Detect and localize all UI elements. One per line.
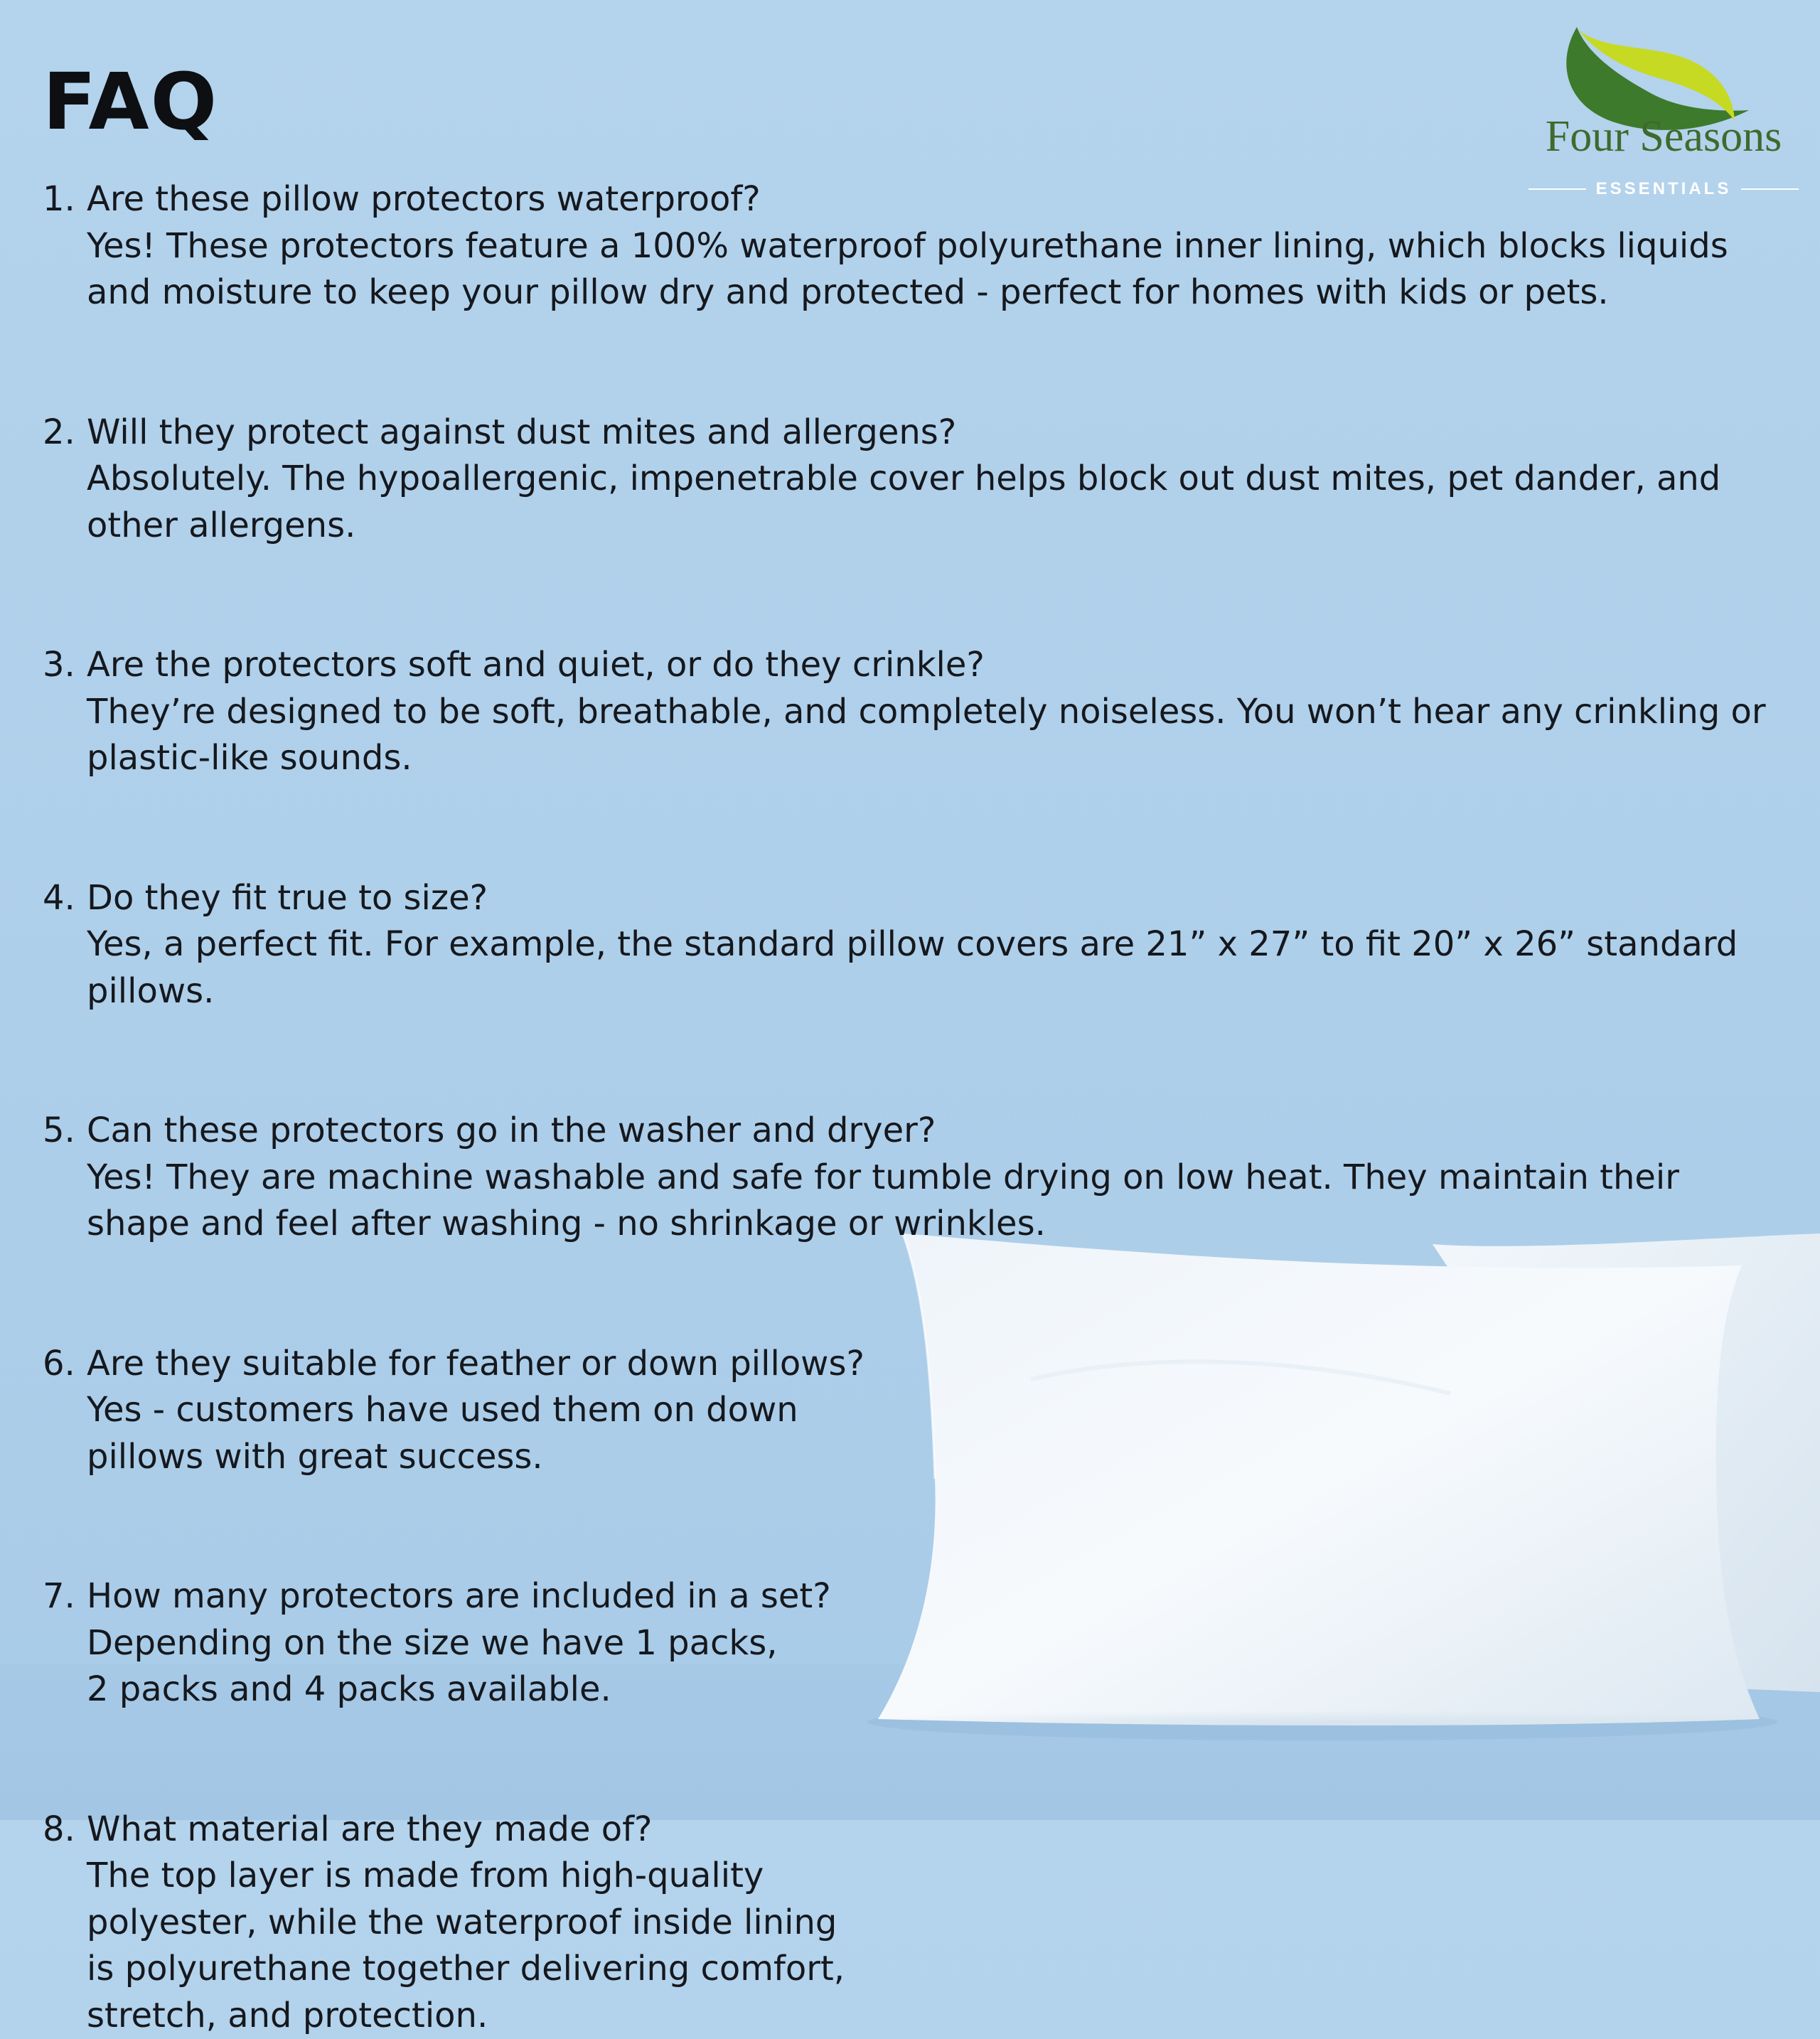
brand-logo xyxy=(1529,21,1799,185)
faq-item xyxy=(43,1341,1792,1481)
faq-number: 5. xyxy=(43,1108,75,1155)
brand-tagline: ESSENTIALS xyxy=(1596,179,1732,199)
faq-number: 6. xyxy=(43,1341,75,1388)
faq-item xyxy=(43,176,1792,316)
faq-item xyxy=(43,1108,1792,1248)
faq-number: 7. xyxy=(43,1573,75,1620)
faq-number: 8. xyxy=(43,1807,75,1853)
faq-item xyxy=(43,642,1792,782)
brand-name: Four Seasons xyxy=(1529,112,1799,161)
faq-question: Are they suitable for feather or down pillows? xyxy=(87,1341,1792,1388)
faq-answer: The top layer is made from high-quality polyester, while the waterproof inside lining is polyurethane together delivering comfort, stretch, and protection. xyxy=(87,1853,1792,2039)
faq-item xyxy=(43,1807,1792,2039)
faq-question: How many protectors are included in a set? xyxy=(87,1573,1792,1620)
faq-answer: Yes - customers have used them on down pillows with great success. xyxy=(87,1387,1792,1480)
faq-answer: Yes, a perfect fit. For example, the standard pillow covers are 21” x 27” to fit 20” x 26” standard pillows. xyxy=(87,921,1792,1015)
faq-question: Do they fit true to size? xyxy=(87,875,1792,922)
faq-number: 3. xyxy=(43,642,75,689)
faq-item xyxy=(43,1573,1792,1713)
faq-answer: Yes! These protectors feature a 100% waterproof polyurethane inner lining, which blocks liquids and moisture to keep your pillow dry and protected - perfect for homes with kids or pets. xyxy=(87,223,1792,316)
faq-number: 1. xyxy=(43,176,75,223)
faq-answer: Absolutely. The hypoallergenic, impenetrable cover helps block out dust mites, pet dander, and other allergens. xyxy=(87,456,1792,549)
faq-list xyxy=(43,176,1792,2039)
faq-answer: Yes! They are machine washable and safe for tumble drying on low heat. They maintain their shape and feel after washing - no shrinkage or wrinkles. xyxy=(87,1155,1792,1248)
faq-question: Will they protect against dust mites and allergens? xyxy=(87,410,1792,456)
faq-item xyxy=(43,875,1792,1015)
faq-question: Can these protectors go in the washer and dryer? xyxy=(87,1108,1792,1155)
faq-question: What material are they made of? xyxy=(87,1807,1792,1853)
faq-number: 4. xyxy=(43,875,75,922)
page-title: FAQ xyxy=(43,55,218,148)
faq-item xyxy=(43,410,1792,550)
faq-number: 2. xyxy=(43,410,75,456)
faq-answer: Depending on the size we have 1 packs, 2 packs and 4 packs available. xyxy=(87,1620,1792,1713)
faq-answer: They’re designed to be soft, breathable, and completely noiseless. You won’t hear any crinkling or plastic-like sounds. xyxy=(87,689,1792,782)
faq-question: Are the protectors soft and quiet, or do they crinkle? xyxy=(87,642,1792,689)
faq-question: Are these pillow protectors waterproof? xyxy=(87,176,1792,223)
